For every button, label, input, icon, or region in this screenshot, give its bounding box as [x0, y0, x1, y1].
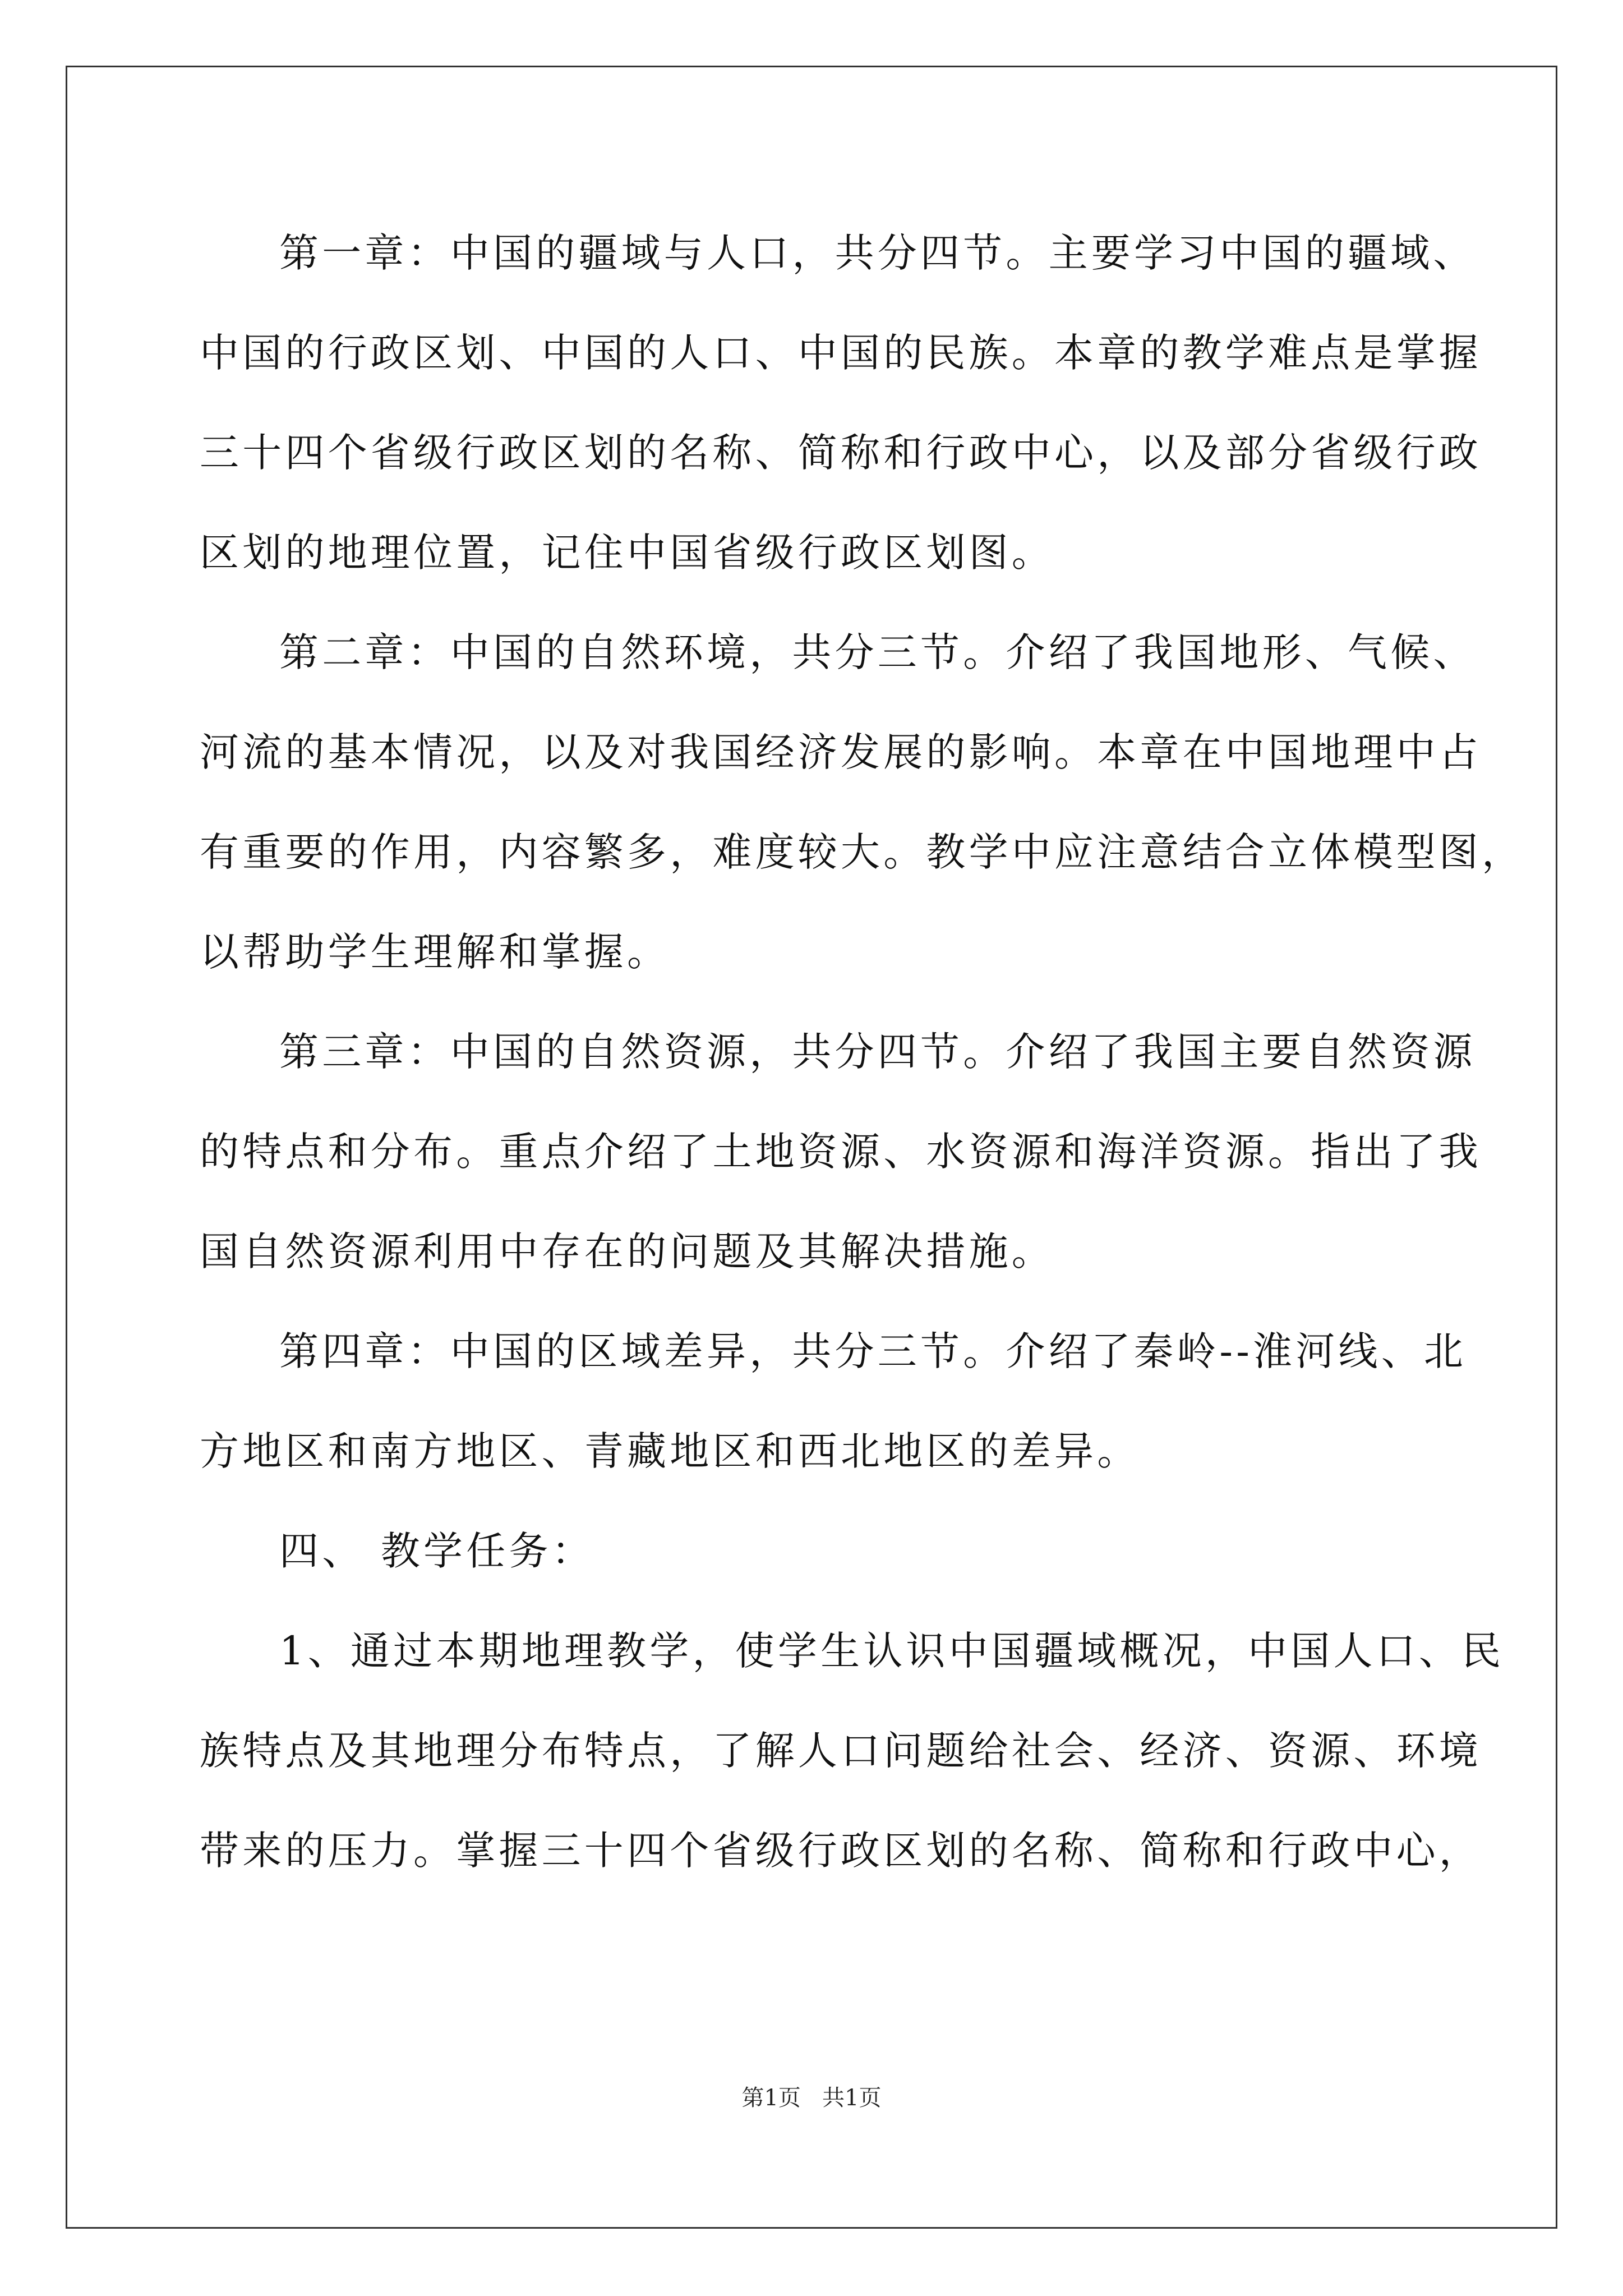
task-paragraph-line: 族特点及其地理分布特点，了解人口问题给社会、经济、资源、环境	[200, 1728, 1482, 1774]
chapter2-paragraph-line: 有重要的作用，内容繁多，难度较大。教学中应注意结合立体模型图，	[200, 829, 1525, 875]
chapter3-paragraph-line: 第三章：中国的自然资源，共分四节。介绍了我国主要自然资源	[279, 1029, 1476, 1075]
chapter4-paragraph-line: 第四章：中国的区域差异，共分三节。介绍了秦岭--淮河线、北	[279, 1328, 1467, 1374]
chapter1-paragraph-line: 第一章：中国的疆域与人口，共分四节。主要学习中国的疆域、	[279, 230, 1476, 276]
chapter3-paragraph-line: 的特点和分布。重点介绍了土地资源、水资源和海洋资源。指出了我	[200, 1129, 1482, 1175]
chapter1-paragraph-line: 中国的行政区划、中国的人口、中国的民族。本章的教学难点是掌握	[200, 330, 1482, 376]
chapter4-paragraph-line: 方地区和南方地区、青藏地区和西北地区的差异。	[200, 1428, 1140, 1474]
section-heading: 四、 教学任务：	[279, 1528, 594, 1574]
chapter1-paragraph-line: 三十四个省级行政区划的名称、简称和行政中心，以及部分省级行政	[200, 430, 1482, 476]
page-footer: 第1页 共1页	[741, 2085, 882, 2111]
chapter2-paragraph-line: 第二章：中国的自然环境，共分三节。介绍了我国地形、气候、	[279, 629, 1476, 675]
task-paragraph-line: 带来的压力。掌握三十四个省级行政区划的名称、简称和行政中心，	[200, 1828, 1482, 1874]
task-paragraph-line: 1、通过本期地理教学，使学生认识中国疆域概况，中国人口、民	[279, 1628, 1505, 1674]
chapter1-paragraph-line: 区划的地理位置，记住中国省级行政区划图。	[200, 530, 1054, 576]
chapter2-paragraph-line: 河流的基本情况，以及对我国经济发展的影响。本章在中国地理中占	[200, 729, 1482, 775]
chapter3-paragraph-line: 国自然资源利用中存在的问题及其解决措施。	[200, 1228, 1054, 1274]
chapter2-paragraph-line: 以帮助学生理解和掌握。	[200, 929, 670, 975]
